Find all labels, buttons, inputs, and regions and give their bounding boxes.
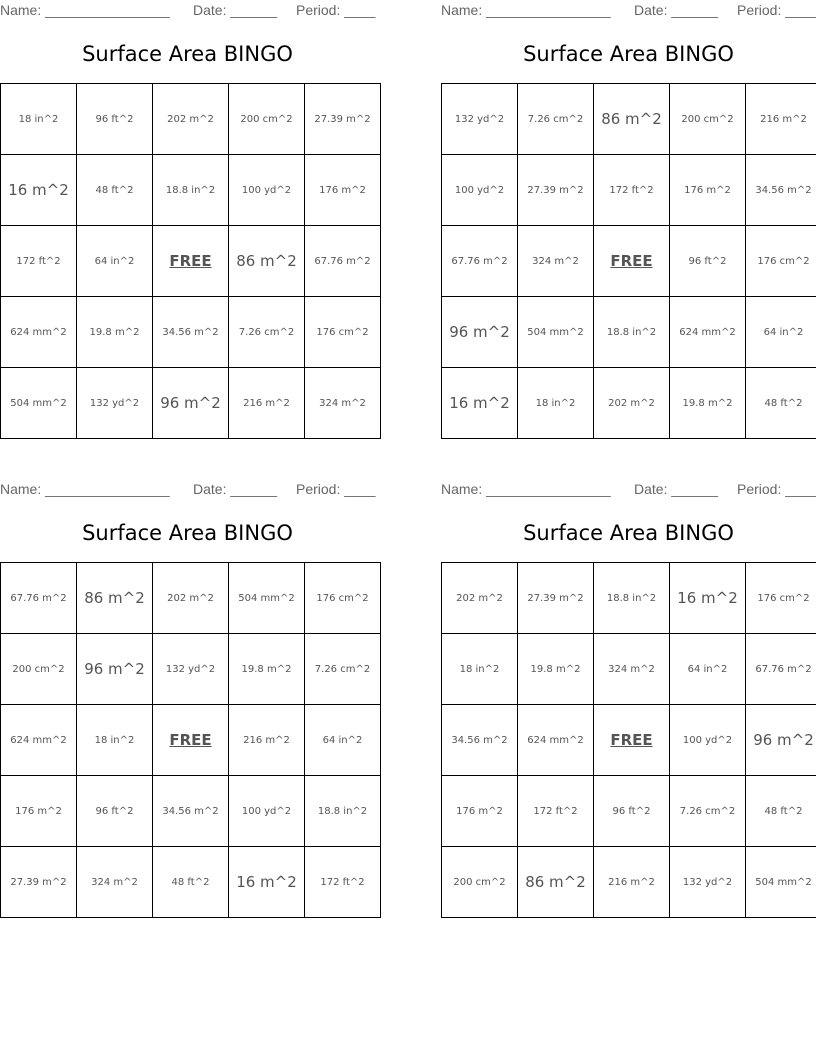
bingo-cell[interactable]: 624 mm^2 (670, 297, 746, 368)
bingo-cell[interactable]: 96 m^2 (77, 634, 153, 705)
bingo-cell[interactable]: 19.8 m^2 (229, 634, 305, 705)
bingo-cell[interactable]: 19.8 m^2 (77, 297, 153, 368)
bingo-cell[interactable]: 176 m^2 (670, 155, 746, 226)
bingo-cell[interactable]: 48 ft^2 (746, 776, 816, 847)
bingo-cell[interactable]: 64 in^2 (670, 634, 746, 705)
bingo-cell[interactable]: 202 m^2 (153, 563, 229, 634)
bingo-row (442, 634, 816, 705)
bingo-cell[interactable]: 7.26 cm^2 (518, 84, 594, 155)
free-space-cell[interactable]: FREE (594, 705, 670, 776)
bingo-cell[interactable]: 18.8 in^2 (594, 297, 670, 368)
bingo-cell[interactable]: 67.76 m^2 (746, 634, 816, 705)
bingo-cell[interactable]: 18 in^2 (518, 368, 594, 439)
bingo-cell[interactable]: 100 yd^2 (229, 776, 305, 847)
bingo-cell[interactable]: 504 mm^2 (229, 563, 305, 634)
bingo-cell[interactable]: 27.39 m^2 (518, 155, 594, 226)
bingo-cell[interactable]: 624 mm^2 (1, 297, 77, 368)
bingo-card (441, 0, 816, 440)
bingo-row (1, 84, 381, 155)
name-field-label: Name: ________________ (0, 481, 170, 497)
bingo-cell[interactable]: 48 ft^2 (153, 847, 229, 918)
bingo-cell[interactable]: 18 in^2 (442, 634, 518, 705)
bingo-cell[interactable]: 16 m^2 (442, 368, 518, 439)
period-field-label: Period: ____ (737, 2, 816, 18)
date-field-label: Date: ______ (193, 2, 278, 18)
bingo-cell[interactable]: 7.26 cm^2 (670, 776, 746, 847)
bingo-cell[interactable]: 216 m^2 (594, 847, 670, 918)
bingo-cell[interactable]: 64 in^2 (746, 297, 816, 368)
bingo-grid (441, 562, 816, 918)
bingo-row (442, 368, 816, 439)
bingo-card (0, 0, 375, 440)
bingo-row (442, 705, 816, 776)
bingo-cell[interactable]: 34.56 m^2 (153, 297, 229, 368)
bingo-cell[interactable]: 27.39 m^2 (1, 847, 77, 918)
bingo-cell[interactable]: 176 cm^2 (305, 297, 381, 368)
student-info-line (0, 0, 375, 20)
bingo-grid (0, 562, 381, 918)
bingo-cell[interactable]: 96 m^2 (153, 368, 229, 439)
name-field-label: Name: ________________ (441, 2, 611, 18)
bingo-row (442, 847, 816, 918)
bingo-cell[interactable]: 132 yd^2 (77, 368, 153, 439)
bingo-cell[interactable]: 96 ft^2 (594, 776, 670, 847)
student-info-line (441, 479, 816, 499)
bingo-cell[interactable]: 18 in^2 (77, 705, 153, 776)
bingo-cell[interactable]: 324 m^2 (594, 634, 670, 705)
bingo-cell[interactable]: 176 cm^2 (746, 226, 816, 297)
bingo-row (442, 84, 816, 155)
bingo-cell[interactable]: 624 mm^2 (518, 705, 594, 776)
bingo-row (442, 297, 816, 368)
bingo-cell[interactable]: 504 mm^2 (746, 847, 816, 918)
free-space-cell[interactable]: FREE (153, 705, 229, 776)
bingo-cell[interactable]: 200 cm^2 (1, 634, 77, 705)
bingo-cell[interactable]: 172 ft^2 (1, 226, 77, 297)
bingo-cell[interactable]: 96 ft^2 (77, 84, 153, 155)
bingo-cell[interactable]: 19.8 m^2 (518, 634, 594, 705)
bingo-row (442, 155, 816, 226)
bingo-row (1, 155, 381, 226)
bingo-row (442, 776, 816, 847)
bingo-cell[interactable]: 86 m^2 (518, 847, 594, 918)
bingo-cell[interactable]: 16 m^2 (229, 847, 305, 918)
bingo-cell[interactable]: 202 m^2 (442, 563, 518, 634)
bingo-cell[interactable]: 176 m^2 (1, 776, 77, 847)
bingo-cell[interactable]: 504 mm^2 (518, 297, 594, 368)
bingo-grid (441, 83, 816, 439)
bingo-row (1, 368, 381, 439)
bingo-cell[interactable]: 96 m^2 (442, 297, 518, 368)
bingo-cell[interactable]: 18.8 in^2 (594, 563, 670, 634)
bingo-cell[interactable]: 19.8 m^2 (670, 368, 746, 439)
period-field-label: Period: ____ (296, 2, 376, 18)
bingo-cell[interactable]: 64 in^2 (77, 226, 153, 297)
bingo-cell[interactable]: 27.39 m^2 (305, 84, 381, 155)
bingo-cell[interactable]: 100 yd^2 (670, 705, 746, 776)
bingo-cell[interactable]: 96 ft^2 (77, 776, 153, 847)
bingo-row (1, 226, 381, 297)
bingo-cell[interactable]: 324 m^2 (77, 847, 153, 918)
bingo-cell[interactable]: 18.8 in^2 (305, 776, 381, 847)
bingo-grid (0, 83, 381, 439)
name-field-label: Name: ________________ (441, 481, 611, 497)
card-title: Surface Area BINGO (82, 521, 293, 545)
bingo-cell[interactable]: 18.8 in^2 (153, 155, 229, 226)
bingo-cell[interactable]: 200 cm^2 (229, 84, 305, 155)
bingo-row (1, 563, 381, 634)
bingo-cell[interactable]: 176 cm^2 (746, 563, 816, 634)
period-field-label: Period: ____ (296, 481, 376, 497)
period-field-label: Period: ____ (737, 481, 816, 497)
bingo-row (1, 776, 381, 847)
free-space-cell[interactable]: FREE (594, 226, 670, 297)
bingo-cell[interactable]: 172 ft^2 (305, 847, 381, 918)
bingo-cell[interactable]: 96 m^2 (746, 705, 816, 776)
bingo-row (1, 705, 381, 776)
bingo-cell[interactable]: 100 yd^2 (442, 155, 518, 226)
bingo-cell[interactable]: 64 in^2 (305, 705, 381, 776)
bingo-cell[interactable]: 48 ft^2 (77, 155, 153, 226)
bingo-cell[interactable]: 34.56 m^2 (746, 155, 816, 226)
bingo-cell[interactable]: 200 cm^2 (442, 847, 518, 918)
bingo-cell[interactable]: 86 m^2 (229, 226, 305, 297)
bingo-cell[interactable]: 48 ft^2 (746, 368, 816, 439)
bingo-row (1, 847, 381, 918)
bingo-cell[interactable]: 100 yd^2 (229, 155, 305, 226)
bingo-cell[interactable]: 172 ft^2 (518, 776, 594, 847)
date-field-label: Date: ______ (193, 481, 278, 497)
bingo-cell[interactable]: 624 mm^2 (1, 705, 77, 776)
bingo-cell[interactable]: 202 m^2 (594, 368, 670, 439)
name-field-label: Name: ________________ (0, 2, 170, 18)
bingo-cell[interactable]: 86 m^2 (77, 563, 153, 634)
student-info-line (0, 479, 375, 499)
bingo-cell[interactable]: 176 cm^2 (305, 563, 381, 634)
bingo-row (442, 563, 816, 634)
bingo-cell[interactable]: 16 m^2 (670, 563, 746, 634)
bingo-cell[interactable]: 27.39 m^2 (518, 563, 594, 634)
bingo-card (441, 479, 816, 919)
bingo-cell[interactable]: 18 in^2 (1, 84, 77, 155)
bingo-row (1, 634, 381, 705)
bingo-cell[interactable]: 132 yd^2 (153, 634, 229, 705)
bingo-cell[interactable]: 176 m^2 (305, 155, 381, 226)
bingo-cell[interactable]: 67.76 m^2 (442, 226, 518, 297)
bingo-row (442, 226, 816, 297)
card-title: Surface Area BINGO (82, 42, 293, 66)
bingo-cell[interactable]: 86 m^2 (594, 84, 670, 155)
bingo-cell[interactable]: 176 m^2 (442, 776, 518, 847)
date-field-label: Date: ______ (634, 481, 719, 497)
bingo-card (0, 479, 375, 919)
bingo-cell[interactable]: 504 mm^2 (1, 368, 77, 439)
bingo-cell[interactable]: 132 yd^2 (670, 847, 746, 918)
card-title: Surface Area BINGO (523, 42, 734, 66)
card-title: Surface Area BINGO (523, 521, 734, 545)
bingo-cell[interactable]: 96 ft^2 (670, 226, 746, 297)
bingo-cell[interactable]: 216 m^2 (229, 705, 305, 776)
bingo-cell[interactable]: 34.56 m^2 (153, 776, 229, 847)
bingo-cell[interactable]: 202 m^2 (153, 84, 229, 155)
bingo-cell[interactable]: 324 m^2 (518, 226, 594, 297)
bingo-cell[interactable]: 216 m^2 (229, 368, 305, 439)
bingo-cell[interactable]: 172 ft^2 (594, 155, 670, 226)
student-info-line (441, 0, 816, 20)
bingo-cell[interactable]: 67.76 m^2 (305, 226, 381, 297)
bingo-cell[interactable]: 67.76 m^2 (1, 563, 77, 634)
bingo-cell[interactable]: 7.26 cm^2 (229, 297, 305, 368)
bingo-cell[interactable]: 200 cm^2 (670, 84, 746, 155)
bingo-row (1, 297, 381, 368)
free-space-cell[interactable]: FREE (153, 226, 229, 297)
bingo-cell[interactable]: 16 m^2 (1, 155, 77, 226)
date-field-label: Date: ______ (634, 2, 719, 18)
bingo-cell[interactable]: 34.56 m^2 (442, 705, 518, 776)
bingo-cell[interactable]: 216 m^2 (746, 84, 816, 155)
bingo-cell[interactable]: 7.26 cm^2 (305, 634, 381, 705)
bingo-cell[interactable]: 132 yd^2 (442, 84, 518, 155)
bingo-cell[interactable]: 324 m^2 (305, 368, 381, 439)
